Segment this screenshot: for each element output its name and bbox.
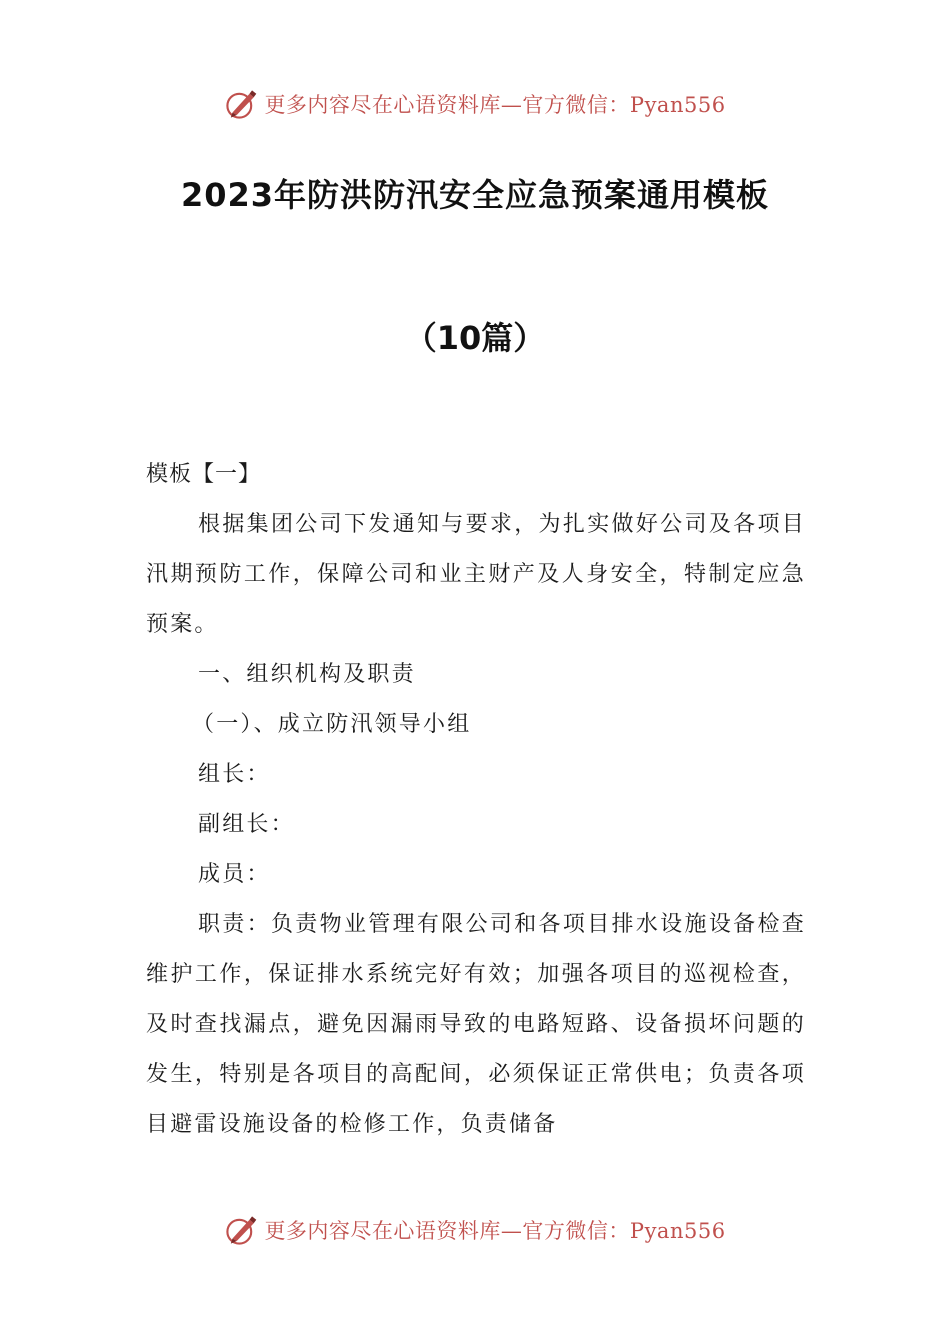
pen-logo-icon bbox=[224, 1213, 258, 1247]
subheading-leadership-group: （一）、成立防汛领导小组 bbox=[192, 712, 472, 737]
document-body bbox=[146, 450, 806, 1150]
watermark-text: 更多内容尽在心语资料库—官方微信：Pyan556 bbox=[264, 93, 726, 117]
paragraph-duties: 职责：负责物业管理有限公司和各项目排水设施设备检查维护工作，保证排水系统完好有效；加强各项目的巡视检查，及时查找漏点，避免因漏雨导致的电路短路、设备损坏问题的发生，特别是各项目的高配间，必须保证正常供电；负责各项目避雷设施设备的检修工作，负责储备 bbox=[146, 912, 806, 1137]
section-label: 模板【一】 bbox=[146, 462, 262, 487]
document-title: 2023年防洪防汛安全应急预案通用模板 bbox=[180, 176, 770, 214]
field-deputy-leader: 副组长： bbox=[198, 812, 295, 837]
field-leader: 组长： bbox=[198, 762, 271, 787]
document-subtitle: （10篇） bbox=[404, 319, 546, 357]
paragraph: 根据集团公司下发通知与要求，为扎实做好公司及各项目汛期预防工作，保障公司和业主财产及人身安全，特制定应急预案。 bbox=[146, 512, 806, 637]
watermark-text: 更多内容尽在心语资料库—官方微信：Pyan556 bbox=[264, 1219, 726, 1243]
heading-organization: 一、组织机构及职责 bbox=[198, 662, 416, 687]
field-members: 成员： bbox=[198, 862, 271, 887]
watermark-banner-top bbox=[0, 82, 950, 126]
pen-logo-icon bbox=[224, 87, 258, 121]
watermark-banner-bottom bbox=[0, 1208, 950, 1252]
